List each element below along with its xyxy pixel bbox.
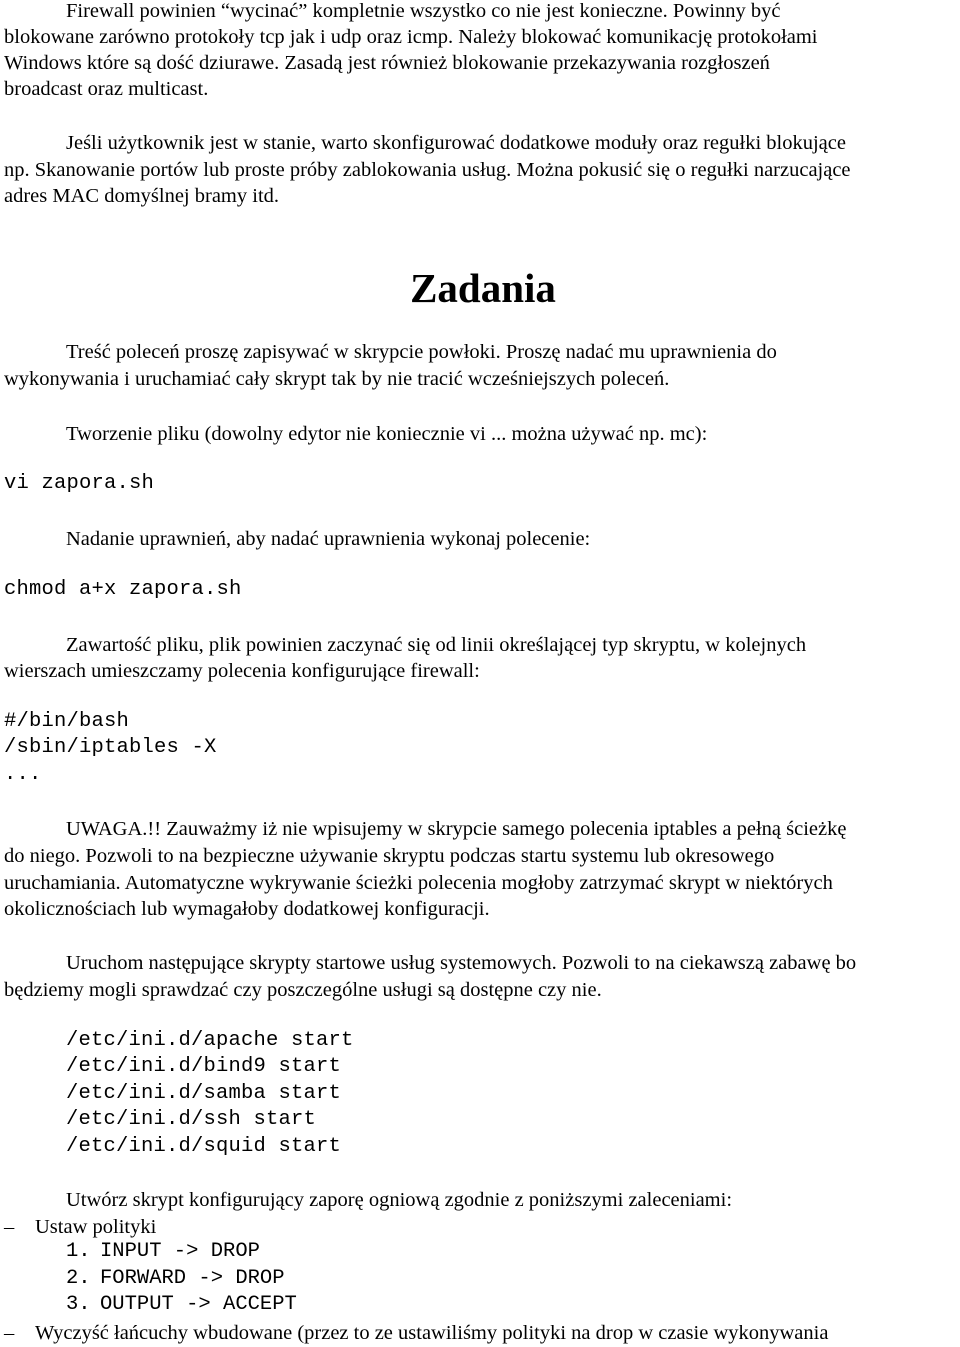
uwaga-line-1: UWAGA.!! Zauważmy iż nie wpisujemy w skrypcie samego polecenia iptables a pełną ścieżkę <box>66 818 847 840</box>
intro-p1-line-3: Windows które są dość dziurawe. Zasadą jest również blokowanie przekazywania rozgłoszeń <box>4 52 770 74</box>
uwaga-line-4: okolicznościach lub wymagałoby dodatkowej konfiguracji. <box>4 898 490 920</box>
uruchom-line-2: będziemy mogli sprawdzać czy poszczególne usługi są dostępne czy nie. <box>4 979 602 1001</box>
intro-p1-line-1: Firewall powinien “wycinać” kompletnie wszystko co nie jest konieczne. Powinny być <box>66 0 781 22</box>
code-script-line-1: #/bin/bash <box>4 710 130 733</box>
code-service-apache: /etc/ini.d/apache start <box>66 1029 354 1052</box>
zawartosc-line-2: wierszach umieszczamy polecenia konfigurujące firewall: <box>4 660 480 682</box>
code-vi: vi zapora.sh <box>4 472 155 495</box>
tresc-line-1: Treść poleceń proszę zapisywać w skrypcie powłoki. Proszę nadać mu uprawnienia do <box>66 341 777 363</box>
intro-p2-line-2: np. Skanowanie portów lub proste próby zablokowania usług. Można pokusić się o regułki narzucające <box>4 159 851 181</box>
code-script-line-3: ... <box>4 763 42 786</box>
ol-item-input: INPUT -> DROP <box>100 1240 260 1263</box>
uwaga-line-3: uruchamiania. Automatyczne wykrywanie ścieżki polecenia mogłoby zatrzymać skrypt w niektórych <box>4 872 833 894</box>
code-service-bind9: /etc/ini.d/bind9 start <box>66 1055 342 1078</box>
ol-num-3: 3. <box>66 1293 91 1316</box>
bullet-dash-1: – <box>4 1216 15 1238</box>
code-service-ssh: /etc/ini.d/ssh start <box>66 1108 317 1131</box>
intro-p1-line-4: broadcast oraz multicast. <box>4 78 209 100</box>
bullet-wyczysc-lancuchy: Wyczyść łańcuchy wbudowane (przez to ze ustawiliśmy polityki na drop w czasie wykonywania <box>35 1322 829 1344</box>
code-script-line-2: /sbin/iptables -X <box>4 736 217 759</box>
intro-p2-line-3: adres MAC domyślnej bramy itd. <box>4 185 280 207</box>
nadanie-line: Nadanie uprawnień, aby nadać uprawnienia wykonaj polecenie: <box>66 528 591 550</box>
code-chmod: chmod a+x zapora.sh <box>4 578 242 601</box>
code-service-squid: /etc/ini.d/squid start <box>66 1135 342 1158</box>
tresc-line-2: wykonywania i uruchamiać cały skrypt tak by nie tracić wcześniejszych poleceń. <box>4 368 670 390</box>
section-title: Zadania <box>410 265 556 311</box>
code-service-samba: /etc/ini.d/samba start <box>66 1082 342 1105</box>
ol-num-1: 1. <box>66 1240 91 1263</box>
ol-item-forward: FORWARD -> DROP <box>100 1267 285 1290</box>
tworzenie-line: Tworzenie pliku (dowolny edytor nie koniecznie vi ... można używać np. mc): <box>66 423 708 445</box>
intro-p1-line-2: blokowane zarówno protokoły tcp jak i udp oraz icmp. Należy blokować komunikację protokołami <box>4 26 818 48</box>
intro-p2-line-1: Jeśli użytkownik jest w stanie, warto skonfigurować dodatkowe moduły oraz regułki blokujące <box>66 132 846 154</box>
bullet-ustaw-polityki: Ustaw polityki <box>35 1216 157 1238</box>
uruchom-line-1: Uruchom następujące skrypty startowe usług systemowych. Pozwoli to na ciekawszą zabawę bo <box>66 952 857 974</box>
ol-num-2: 2. <box>66 1267 91 1290</box>
uwaga-line-2: do niego. Pozwoli to na bezpieczne używanie skryptu podczas startu systemu lub okresowego <box>4 845 775 867</box>
bullet-dash-2: – <box>4 1322 15 1344</box>
utworz-line: Utwórz skrypt konfigurujący zaporę ogniową zgodnie z poniższymi zaleceniami: <box>66 1189 733 1211</box>
ol-item-output: OUTPUT -> ACCEPT <box>100 1293 297 1316</box>
zawartosc-line-1: Zawartość pliku, plik powinien zaczynać się od linii określającej typ skryptu, w kolejnych <box>66 634 807 656</box>
